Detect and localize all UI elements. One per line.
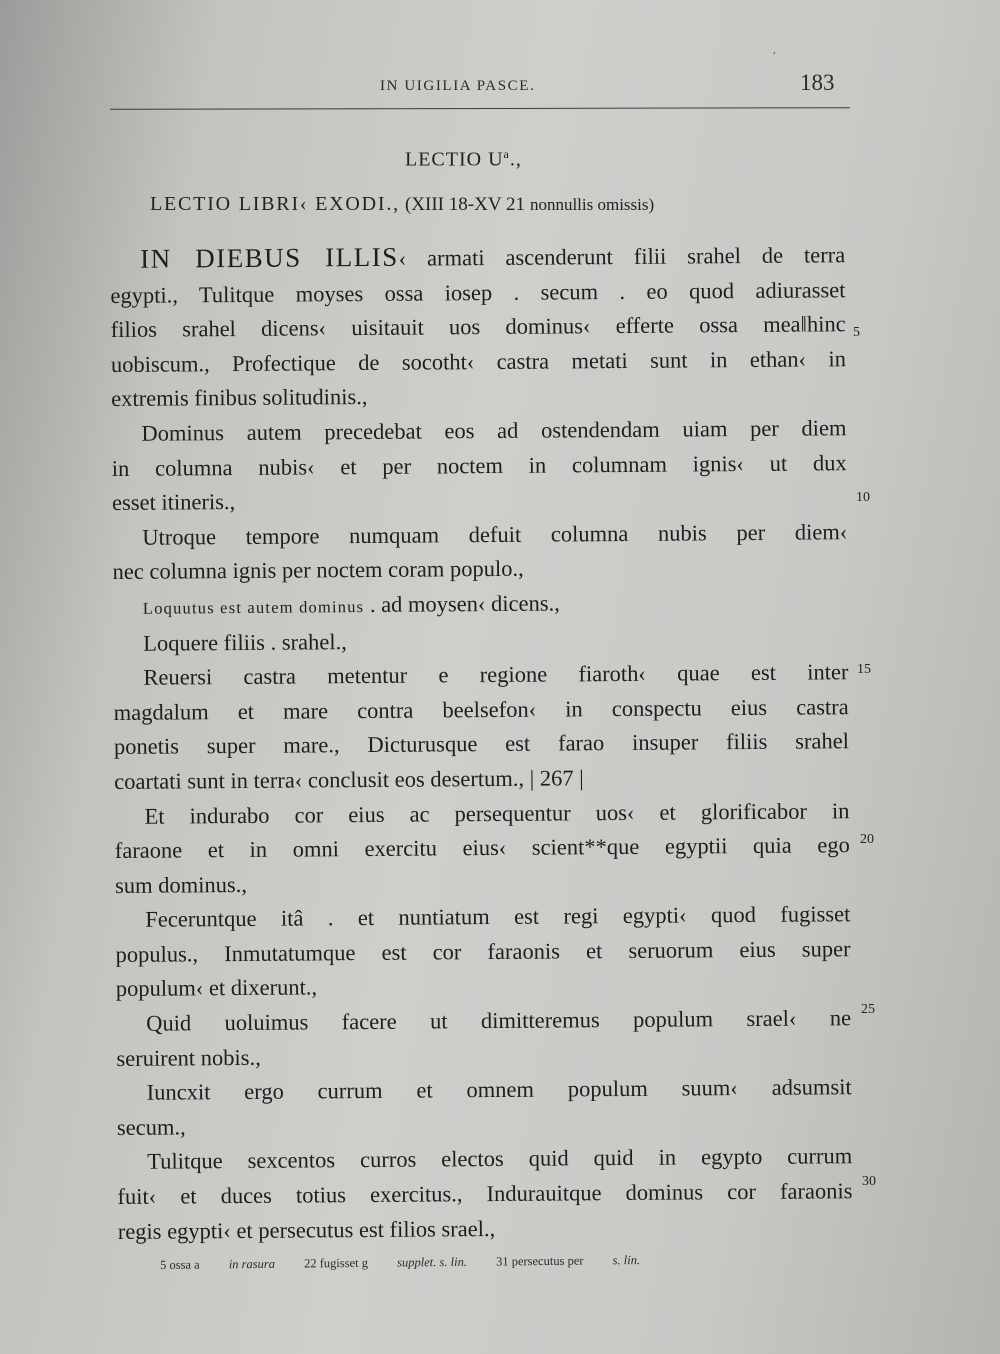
footnote-italic: in rasura <box>228 1256 276 1272</box>
text-line-content: . ad moysen‹ dicens., <box>364 590 560 617</box>
text-line: secum., <box>116 1114 186 1140</box>
text-line: Iuncxit ergo currum et omnem populum suum‹ adsumsit <box>146 1074 852 1105</box>
text-line: sum dominus., <box>114 871 248 898</box>
footnote <box>160 1257 275 1272</box>
text-line: faraone et in omni exercitu eius‹ scient**que egyptii quia ego <box>114 832 850 864</box>
lectio-title-note: nonnullis omissis) <box>529 195 655 214</box>
lectio-number <box>405 147 522 172</box>
margin-line-number: 15 <box>857 662 871 677</box>
margin-line-number: 30 <box>862 1174 876 1189</box>
footnote <box>496 1253 640 1269</box>
text-line: Dominus autem precedebat eos ad ostendendam uiam per diem <box>141 415 847 446</box>
margin-line-number: 10 <box>856 490 870 505</box>
text-line: Et indurabo cor eius ac persequentur uos‹ et glorificabor in <box>144 797 850 829</box>
text-line: regis egypti‹ et persecutus est filios srael., <box>117 1215 496 1244</box>
text-line: nec columna ignis per noctem coram populo., <box>112 556 524 585</box>
text-line <box>110 236 845 278</box>
text-line: esset itineris., <box>111 489 236 516</box>
lectio-number-sup: a <box>503 147 510 161</box>
text-line: uobiscum., Profectique de socotht‹ castra metati sunt in ethan‹ in <box>110 346 847 377</box>
margin-line-number: 20 <box>860 832 874 847</box>
footnote-text: 31 persecutus per <box>495 1253 587 1269</box>
text-line: Loquere filiis . srahel., <box>143 628 347 656</box>
text-line: in columna nubis‹ et per noctem in columnam ignis‹ ut dux <box>111 449 847 481</box>
lectio-title <box>150 193 654 216</box>
footnotes <box>160 1252 760 1273</box>
text-line: populus., Inmutatumque est cor faraonis et seruorum eius super <box>115 936 851 967</box>
lectio-title-caps: LECTIO LIBRI‹ EXODI., <box>150 193 400 215</box>
text-line: Quid uoluimus facere ut dimitteremus populum srael‹ ne <box>146 1005 852 1036</box>
margin-line-number: 5 <box>853 325 860 340</box>
text-line: Feceruntque itâ . et nuntiatum est regi egypti‹ quod fugisset <box>145 901 851 933</box>
text-line: filios srahel dicens‹ uisitauit uos dominus‹ efferte ossa mea‖hinc <box>110 311 846 343</box>
header-rule <box>110 107 850 110</box>
main-text <box>110 236 853 1249</box>
lectio-title-ref: (XIII 18-XV 21 <box>404 194 525 215</box>
opening-words: IN DIEBUS ILLIS <box>140 241 399 274</box>
text-line: Utroque tempore numquam defuit columna nubis per diem‹ <box>142 518 848 550</box>
text-line: ponetis super mare., Dicturusque est farao insuper filiis srahel <box>113 728 850 760</box>
margin-line-number: 25 <box>861 1002 875 1017</box>
footnote-italic: s. lin. <box>612 1252 641 1268</box>
lectio-number-suffix: ., <box>509 148 522 171</box>
page-number: 183 <box>800 70 835 95</box>
text-line: Tulitque sexcentos curros electos quid quid in egypto currum <box>147 1143 853 1175</box>
small-caps-words: Loquutus est autem dominus <box>142 596 365 618</box>
footnote-italic: supplet. s. lin. <box>397 1254 467 1270</box>
text-line: egypti., Tulitque moyses ossa iosep . secum . eo quod adiurasset <box>110 276 846 308</box>
text-line: Reuersi castra metentur e regione fiaroth‹ quae est inter <box>143 659 849 690</box>
text-line: coartati sunt in terra‹ conclusit eos desertum., | 267 | <box>114 765 584 794</box>
text-line: magdalum et mare contra beelsefon‹ in conspectu eius castra <box>113 693 849 725</box>
text-line: populum‹ et dixerunt., <box>115 974 318 1002</box>
text-line: fuit‹ et duces totius exercitus., Indurauitque dominus cor faraonis <box>117 1178 853 1210</box>
text-line: extremis finibus solitudinis., <box>111 384 368 412</box>
text-line <box>113 584 848 626</box>
text-line: seruirent nobis., <box>116 1044 261 1071</box>
lectio-number-text: LECTIO U <box>405 148 504 171</box>
footnote <box>304 1255 467 1271</box>
running-head: IN UIGILIA PASCE. <box>380 78 536 94</box>
footnote-text: 22 fugisset g <box>304 1255 372 1271</box>
footnote-text: 5 ossa a <box>160 1257 203 1272</box>
ink-mark: , <box>773 44 776 56</box>
text-line-content: ‹ armati ascenderunt filii srahel de terra <box>398 242 846 271</box>
